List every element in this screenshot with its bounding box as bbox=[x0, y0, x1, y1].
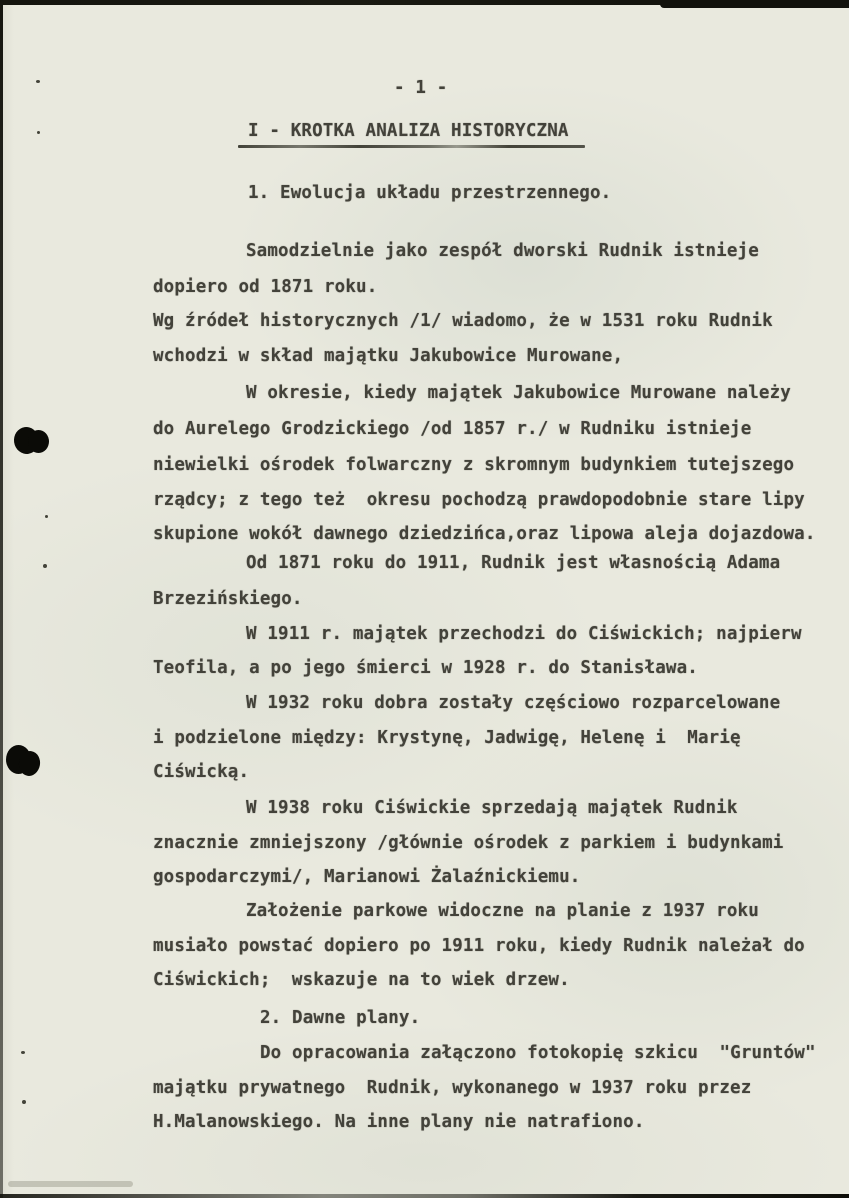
para-6-line-1: Założenie parkowe widoczne na planie z 1937 roku bbox=[246, 901, 759, 921]
para-6-line-3: Ciświckich; wskazuje na to wiek drzew. bbox=[153, 970, 570, 990]
page-number: - 1 - bbox=[394, 78, 448, 98]
para-2-line-1: W okresie, kiedy majątek Jakubowice Murowane należy bbox=[246, 383, 791, 403]
para-3-line-3: W 1911 r. majątek przechodzi do Ciświckich; najpierw bbox=[246, 624, 802, 644]
para-1-line-2: dopiero od 1871 roku. bbox=[153, 277, 378, 297]
para-5-line-1: W 1938 roku Ciświckie sprzedają majątek Rudnik bbox=[246, 798, 738, 818]
para-3-line-2: Brzezińskiego. bbox=[153, 589, 303, 609]
para-7-line-3: H.Malanowskiego. Na inne plany nie natrafiono. bbox=[153, 1112, 645, 1132]
para-4-line-2: i podzielone między: Krystynę, Jadwigę, Helenę i Marię bbox=[153, 728, 741, 748]
para-7-line-2: majątku prywatnego Rudnik, wykonanego w 1937 roku przez bbox=[153, 1078, 752, 1098]
subheading-2: 2. Dawne plany. bbox=[260, 1008, 421, 1028]
para-2-line-4: rządcy; z tego też okresu pochodzą prawdopodobnie stare lipy bbox=[153, 490, 805, 510]
subheading-1: 1. Ewolucja układu przestrzennego. bbox=[248, 183, 612, 203]
para-5-line-3: gospodarczymi/, Marianowi Żalaźnickiemu. bbox=[153, 867, 581, 887]
para-3-line-1: Od 1871 roku do 1911, Rudnik jest własnością Adama bbox=[246, 553, 781, 573]
para-3-line-4: Teofila, a po jego śmierci w 1928 r. do Stanisława. bbox=[153, 658, 698, 678]
para-4-line-1: W 1932 roku dobra zostały częściowo rozparcelowane bbox=[246, 693, 781, 713]
para-1-line-1: Samodzielnie jako zespół dworski Rudnik istnieje bbox=[246, 241, 759, 261]
section-heading: I - KROTKA ANALIZA HISTORYCZNA bbox=[248, 121, 569, 141]
para-4-line-3: Ciświcką. bbox=[153, 762, 250, 782]
para-7-line-1: Do opracowania załączono fotokopię szkicu "Gruntów" bbox=[260, 1043, 816, 1063]
para-1-line-3: Wg źródeł historycznych /1/ wiadomo, że w 1531 roku Rudnik bbox=[153, 311, 773, 331]
para-1-line-4: wchodzi w skład majątku Jakubowice Murowane, bbox=[153, 346, 624, 366]
para-5-line-2: znacznie zmniejszony /głównie ośrodek z parkiem i budynkami bbox=[153, 833, 784, 853]
para-2-line-3: niewielki ośrodek folwarczny z skromnym budynkiem tutejszego bbox=[153, 455, 795, 475]
para-2-line-5: skupione wokół dawnego dziedzińca,oraz lipowa aleja dojazdowa. bbox=[153, 524, 816, 544]
para-6-line-2: musiało powstać dopiero po 1911 roku, kiedy Rudnik należał do bbox=[153, 936, 805, 956]
para-2-line-2: do Aurelego Grodzickiego /od 1857 r./ w Rudniku istnieje bbox=[153, 419, 752, 439]
